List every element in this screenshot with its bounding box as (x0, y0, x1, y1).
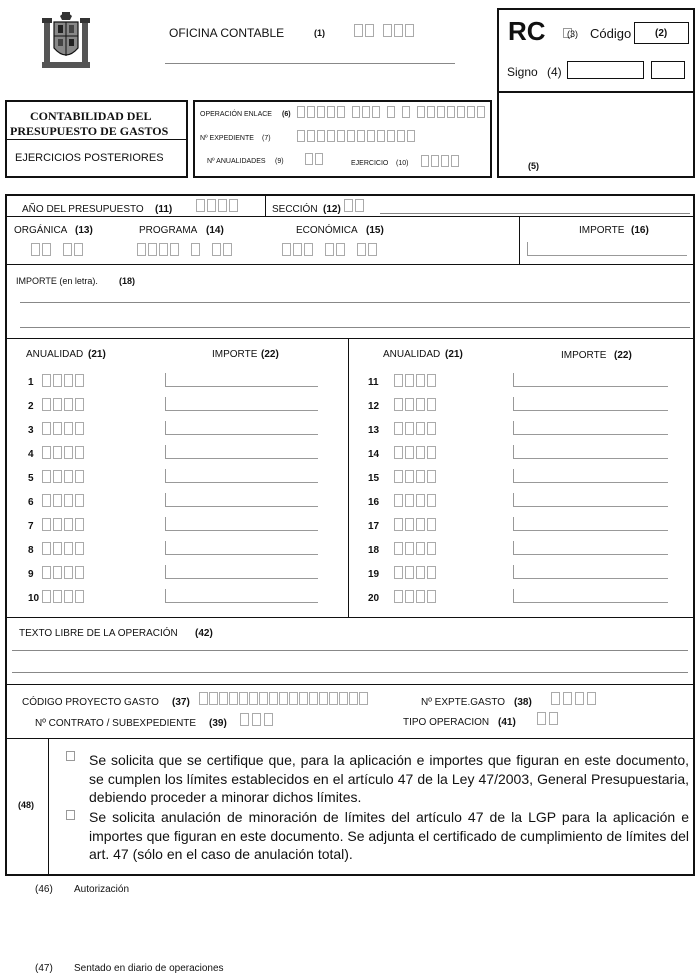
annuity-year-cells[interactable] (394, 374, 436, 387)
organica-num: (13) (75, 225, 93, 236)
texto-libre-label: TEXTO LIBRE DE LA OPERACIÓN (19, 628, 178, 639)
annuity-row-number: 2 (28, 401, 34, 412)
importe-letra-line-2 (20, 327, 690, 328)
annuity-importe-field[interactable] (165, 565, 318, 579)
annuity-row-number: 8 (28, 545, 34, 556)
annuity-row-number: 14 (368, 449, 380, 460)
importe-letra-label: IMPORTE (en letra). (16, 276, 98, 286)
annuity-year-cells[interactable] (42, 566, 84, 579)
tipo-operacion-label: TIPO OPERACION (403, 717, 490, 728)
ejercicio-label: EJERCICIO (351, 160, 389, 167)
oficina-contable-cells[interactable] (354, 24, 414, 37)
importe-letra-line-1 (20, 302, 690, 303)
annuity-importe-field[interactable] (165, 445, 318, 459)
texto-libre-num: (42) (195, 628, 213, 639)
annuity-row-number: 1 (28, 377, 34, 388)
annuity-row-number: 18 (368, 545, 380, 556)
importe-letra-num: (18) (119, 276, 136, 286)
expte-gasto-cells[interactable] (551, 692, 596, 705)
expte-gasto-label: Nº EXPTE.GASTO (421, 697, 506, 708)
contabilidad-line1: CONTABILIDAD DEL (30, 109, 152, 123)
annuity-year-cells[interactable] (42, 590, 84, 603)
anualidad-label-right: ANUALIDAD (383, 349, 441, 360)
annuity-year-cells[interactable] (42, 518, 84, 531)
annuity-year-cells[interactable] (394, 590, 436, 603)
annuity-year-cells[interactable] (42, 422, 84, 435)
anio-num: (11) (155, 204, 173, 215)
annuity-importe-field[interactable] (513, 421, 668, 435)
contabilidad-line2: PRESUPUESTO DE GASTOS (10, 124, 169, 138)
annuity-row-number: 15 (368, 473, 380, 484)
annuity-row-number: 7 (28, 521, 34, 532)
programa-label: PROGRAMA (139, 225, 198, 236)
codigo-proyecto-label: CÓDIGO PROYECTO GASTO (22, 697, 159, 708)
annuity-importe-field[interactable] (165, 589, 318, 603)
annuity-year-cells[interactable] (394, 518, 436, 531)
annuity-year-cells[interactable] (394, 422, 436, 435)
annuity-year-cells[interactable] (42, 398, 84, 411)
operacion-enlace-label: OPERACIÓN ENLACE (200, 111, 272, 118)
texto-libre-line-2 (12, 672, 688, 673)
economica-cells[interactable] (282, 243, 377, 256)
signo-num: (4) (547, 65, 562, 79)
importe-num-right: (22) (614, 350, 632, 361)
organica-label: ORGÁNICA (14, 225, 68, 236)
annuity-row-number: 19 (368, 569, 380, 580)
texto-libre-line-1 (12, 650, 688, 651)
anualidades-cells[interactable] (305, 153, 323, 165)
oficina-contable-label: OFICINA CONTABLE (169, 26, 285, 40)
annuity-importe-field[interactable] (513, 493, 668, 507)
expediente-cells[interactable] (297, 130, 415, 142)
codigo-num: (2) (655, 28, 668, 39)
annuity-year-cells[interactable] (394, 494, 436, 507)
annuity-row-number: 5 (28, 473, 34, 484)
economica-label: ECONÓMICA (296, 225, 358, 236)
annuity-row-number: 6 (28, 497, 34, 508)
annuity-row-number: 11 (368, 377, 379, 388)
annuity-importe-field[interactable] (513, 565, 668, 579)
autorizacion-num: (46) (35, 884, 53, 895)
annuity-year-cells[interactable] (394, 446, 436, 459)
programa-num: (14) (206, 225, 224, 236)
annuity-row-number: 9 (28, 569, 34, 580)
operacion-enlace-cells[interactable] (297, 106, 485, 118)
annuity-row-number: 20 (368, 593, 380, 604)
annuity-importe-field[interactable] (513, 373, 668, 387)
operacion-enlace-num: (6) (282, 111, 291, 118)
annuity-year-cells[interactable] (394, 398, 436, 411)
importe-num: (16) (631, 225, 649, 236)
seccion-label: SECCIÓN (272, 204, 318, 215)
codigo-label: Código (590, 26, 632, 41)
importe-num-left: (22) (261, 349, 279, 360)
oficina-contable-num: (1) (314, 28, 325, 38)
annuity-importe-field[interactable] (165, 421, 318, 435)
annuity-importe-field[interactable] (513, 397, 668, 411)
annuity-year-cells[interactable] (394, 542, 436, 555)
expte-gasto-num: (38) (514, 697, 532, 708)
certificacion-num: (48) (18, 800, 35, 810)
option2-text: Se solicita anulación de minoración de límites del artículo 47 de la LGP para la aplicación e importes que figuran en este documento. Se adjunta el certificado de cumplimiento de límites del art. 47 (sólo en el caso de anulación total). (89, 809, 690, 862)
contrato-label: Nº CONTRATO / SUBEXPEDIENTE (35, 718, 197, 729)
anualidad-num-left: (21) (88, 349, 106, 360)
annuity-importe-field[interactable] (513, 541, 668, 555)
annuity-row-number: 10 (28, 593, 40, 604)
tipo-operacion-num: (41) (498, 717, 516, 728)
signo-label: Signo (507, 65, 538, 79)
importe-label-right: IMPORTE (561, 350, 607, 361)
annuity-importe-field[interactable] (513, 517, 668, 531)
expediente-num: (7) (262, 135, 271, 142)
annuity-importe-field[interactable] (165, 493, 318, 507)
contrato-cells[interactable] (240, 713, 273, 726)
box5-num: (5) (528, 161, 539, 171)
signo-field[interactable] (567, 61, 644, 79)
seccion-num: (12) (323, 204, 341, 215)
ejercicio-num: (10) (396, 160, 409, 167)
option2-checkbox[interactable] (66, 810, 75, 820)
annuity-row-number: 13 (368, 425, 380, 436)
programa-cells[interactable] (137, 243, 232, 256)
anualidades-label: Nº ANUALIDADES (207, 158, 266, 165)
annuity-importe-field[interactable] (513, 589, 668, 603)
annuity-year-cells[interactable] (42, 446, 84, 459)
annuity-row-number: 12 (368, 401, 380, 412)
annuity-row-number: 16 (368, 497, 380, 508)
option1-checkbox[interactable] (66, 751, 75, 761)
annuity-importe-field[interactable] (165, 469, 318, 483)
anualidad-num-right: (21) (445, 349, 463, 360)
annuity-importe-field[interactable] (513, 445, 668, 459)
annuity-year-cells[interactable] (42, 542, 84, 555)
rc-title: RC (508, 16, 546, 46)
option1-text: Se solicita que se certifique que, para la aplicación e importes que figuran en este documento, se cumplen los límites establecidos en el artículo 47 de la Ley 47/2003, General Presupuestaria, debiendo proceder a minorar dichos límites. (89, 752, 689, 805)
rc-num: (3) (567, 29, 578, 39)
coat-of-arms-icon (40, 10, 92, 72)
anio-cells[interactable] (196, 199, 238, 212)
autorizacion-label: Autorización (74, 884, 130, 895)
organica-cells[interactable] (31, 243, 83, 256)
annuity-year-cells[interactable] (42, 470, 84, 483)
annuity-importe-field[interactable] (165, 373, 318, 387)
sentado-num: (47) (35, 963, 53, 974)
annuity-year-cells[interactable] (42, 374, 84, 387)
annuity-row-number: 17 (368, 521, 380, 532)
expediente-label: Nº EXPEDIENTE (200, 135, 254, 142)
importe-label-left: IMPORTE (212, 349, 258, 360)
codigo-proyecto-cells[interactable] (199, 692, 368, 705)
annuity-importe-field[interactable] (513, 469, 668, 483)
economica-num: (15) (366, 225, 384, 236)
contrato-num: (39) (209, 718, 227, 729)
ejercicio-cells[interactable] (421, 155, 459, 167)
annuity-row-number: 3 (28, 425, 34, 436)
sentado-label: Sentado en diario de operaciones (74, 963, 224, 974)
annuity-year-cells[interactable] (394, 566, 436, 579)
annuity-year-cells[interactable] (42, 494, 84, 507)
importe-field[interactable] (527, 242, 687, 256)
seccion-underline (380, 213, 690, 214)
importe-label: IMPORTE (579, 225, 625, 236)
ejercicios-posteriores: EJERCICIOS POSTERIORES (15, 152, 164, 164)
annuity-importe-field[interactable] (165, 397, 318, 411)
annuity-importe-field[interactable] (165, 541, 318, 555)
oficina-underline (165, 63, 455, 64)
signo-field-2[interactable] (651, 61, 685, 79)
anualidad-label-left: ANUALIDAD (26, 349, 84, 360)
anualidades-num: (9) (275, 158, 284, 165)
tipo-operacion-cells[interactable] (537, 712, 558, 725)
annuity-year-cells[interactable] (394, 470, 436, 483)
seccion-cells[interactable] (344, 199, 364, 212)
codigo-proyecto-num: (37) (172, 697, 190, 708)
annuity-row-number: 4 (28, 449, 34, 460)
annuity-importe-field[interactable] (165, 517, 318, 531)
anio-label: AÑO DEL PRESUPUESTO (22, 204, 144, 215)
